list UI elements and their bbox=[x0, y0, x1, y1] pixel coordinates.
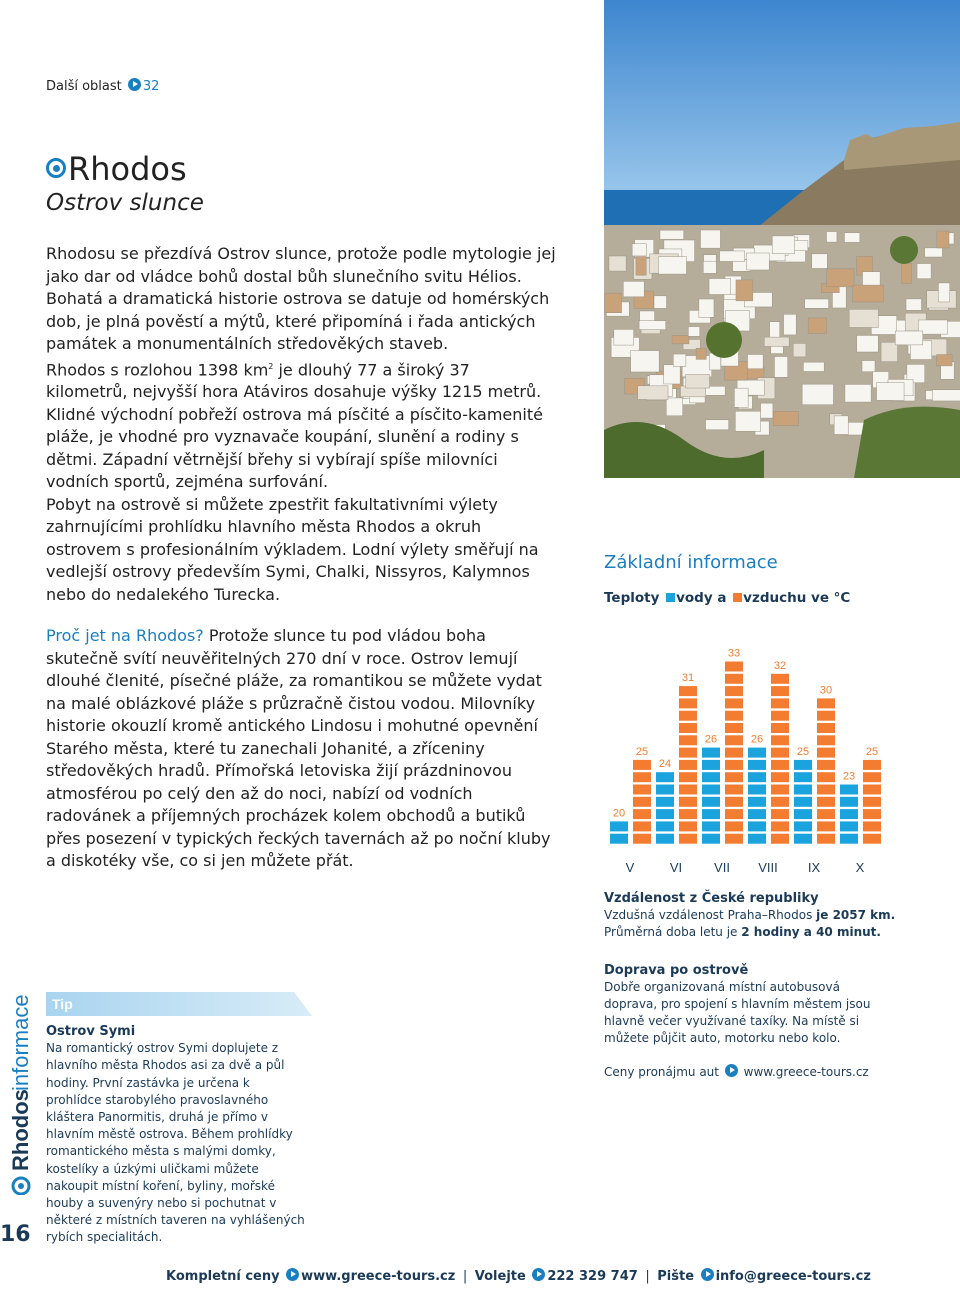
legend-water: vody a bbox=[676, 590, 727, 606]
intro-paragraph-1: Rhodosu se přezdívá Ostrov slunce, protože podle mytologie jej jako dar od vládce bohů dostal bůh slunečního svitu Hélios. Bohatá a dramatická historie ostrova se datuje od homérských dob, je plná pověstí a mýtů, které připomíná i řada antických památek a monumentálních středověkých staveb. bbox=[46, 244, 556, 353]
arrow-right-icon bbox=[701, 1268, 714, 1281]
bar-vzduchu-X bbox=[863, 760, 881, 844]
tip-header bbox=[46, 992, 312, 1016]
x-tick-VII: VII bbox=[714, 860, 730, 875]
intro-paragraph-2: Rhodos s rozlohou 1398 $km^2$ je dlouhý 77 a široký 37 kilometrů, nejvyšší hora Atáviros dosahuje výšky 1215 metrů. Klidné východní pobřeží ostrova má písčité a písčito-kamenité pláže, je vhodné pro vyznavače koupání, slunění a rodiny s dětmi. Západní větrnější břehy si vybírají spíše milovníci vodních sportů, zejména surfování. bbox=[46, 359, 543, 492]
distance-text: Vzdušná vzdálenost Praha–Rhodos bbox=[604, 908, 817, 922]
house-shape bbox=[699, 299, 714, 317]
bar-vody-V bbox=[610, 821, 628, 843]
x-tick-V: V bbox=[625, 860, 635, 875]
side-label-svg bbox=[8, 985, 34, 1195]
house-shape bbox=[639, 321, 666, 330]
bar-vzduchu-V bbox=[633, 760, 651, 844]
data-label-vzduchu-VIII: 32 bbox=[773, 659, 787, 672]
house-shape bbox=[774, 357, 787, 378]
house-shape bbox=[700, 230, 720, 248]
house-shape bbox=[881, 342, 897, 361]
footer-separator: | bbox=[645, 1269, 650, 1284]
house-shape bbox=[638, 386, 668, 400]
air-swatch-icon bbox=[733, 593, 742, 602]
bar-vody-IX bbox=[794, 760, 812, 844]
transport-text: Dobře organizovaná místní autobusová doprava, pro spojení s hlavním městem jsou hlavně večer využívané taxíky. Na místě si můžete půjčit auto, motorku nebo kolo. bbox=[604, 980, 871, 1045]
house-shape bbox=[658, 257, 686, 274]
page-subtitle: Ostrov slunce bbox=[46, 190, 204, 216]
house-shape bbox=[654, 296, 666, 309]
lindos-illustration bbox=[604, 0, 960, 478]
page-number: 16 bbox=[0, 1222, 31, 1247]
house-shape bbox=[672, 336, 689, 344]
x-tick-VI: VI bbox=[669, 860, 683, 875]
legend-temps: Teploty bbox=[604, 590, 660, 606]
house-shape bbox=[660, 230, 684, 239]
water-swatch-icon bbox=[666, 593, 675, 602]
data-label-vody-VIII: 26 bbox=[750, 733, 764, 746]
house-shape bbox=[805, 299, 829, 308]
footer-phone-link[interactable]: 222 329 747 bbox=[547, 1269, 638, 1284]
data-label-vzduchu-V: 25 bbox=[635, 745, 649, 758]
tip-title: Ostrov Symi bbox=[46, 1024, 136, 1039]
house-shape bbox=[932, 390, 960, 401]
bar-vzduchu-VI bbox=[679, 686, 697, 844]
footer-email-link[interactable]: info@greece-tours.cz bbox=[715, 1269, 871, 1284]
data-label-vzduchu-VI: 31 bbox=[681, 672, 695, 685]
house-shape bbox=[844, 233, 859, 243]
house-shape bbox=[803, 362, 824, 371]
distance-title: Vzdálenost z České republiky bbox=[604, 891, 819, 906]
data-label-vzduchu-VII: 33 bbox=[727, 647, 741, 660]
house-shape bbox=[938, 283, 949, 302]
house-shape bbox=[827, 232, 837, 243]
bar-vody-VIII bbox=[748, 748, 766, 844]
house-shape bbox=[793, 343, 806, 356]
bar-vzduchu-VIII bbox=[771, 674, 789, 844]
car-rent-link[interactable] bbox=[604, 1064, 874, 1081]
tip-header-bar bbox=[46, 992, 312, 1016]
house-shape bbox=[764, 337, 789, 346]
title-text: Rhodos bbox=[68, 150, 187, 188]
bar-vody-VII bbox=[702, 748, 720, 844]
footer-url-link[interactable]: www.greece-tours.cz bbox=[301, 1269, 456, 1284]
data-label-vody-IX: 25 bbox=[796, 745, 810, 758]
house-shape bbox=[808, 318, 826, 334]
temperature-legend bbox=[604, 590, 850, 606]
house-shape bbox=[735, 411, 760, 431]
house-shape bbox=[845, 384, 871, 402]
house-shape bbox=[673, 354, 686, 366]
next-area-link[interactable] bbox=[46, 78, 159, 94]
house-shape bbox=[720, 251, 745, 261]
transport-title: Doprava po ostrově bbox=[604, 963, 749, 978]
house-shape bbox=[925, 248, 943, 257]
distance-line-2 bbox=[604, 924, 934, 941]
flight-value: 2 hodiny a 40 minut. bbox=[741, 925, 881, 939]
house-shape bbox=[636, 257, 646, 275]
house-shape bbox=[812, 254, 828, 269]
flight-text: Průměrná doba letu je bbox=[604, 925, 742, 939]
x-tick-IX: IX bbox=[807, 860, 821, 875]
house-shape bbox=[834, 416, 848, 435]
arrow-right-icon bbox=[532, 1268, 545, 1281]
data-label-vody-VII: 26 bbox=[704, 733, 718, 746]
house-shape bbox=[895, 331, 923, 345]
house-shape bbox=[734, 388, 748, 407]
bar-vody-VI bbox=[656, 772, 674, 844]
house-shape bbox=[770, 322, 780, 339]
arrow-right-icon bbox=[128, 78, 141, 91]
temperature-chart-svg bbox=[604, 620, 960, 880]
bar-vzduchu-IX bbox=[817, 698, 835, 843]
side-section-label bbox=[8, 985, 34, 1195]
data-label-vzduchu-IX: 30 bbox=[819, 684, 833, 697]
area-text: Rhodos s rozlohou 1398 km bbox=[46, 359, 269, 379]
house-shape bbox=[761, 403, 773, 418]
house-shape bbox=[853, 285, 883, 302]
house-shape bbox=[857, 335, 879, 352]
house-shape bbox=[827, 269, 854, 287]
intro-paragraph-3: Pobyt na ostrově si můžete zpestřit fakultativními výlety zahrnujícími prohlídku hlavního města Rhodos a okruh ostrovem s profesionálním výkladem. Lodní výlety směřují na vedlejší ostrovy především Symi, Chalki, Nissyros, Kalymnos nebo do nedalekého Turecka. bbox=[46, 494, 539, 604]
x-tick-X: X bbox=[855, 860, 865, 875]
info-title: Základní informace bbox=[604, 552, 778, 573]
house-shape bbox=[901, 263, 911, 283]
temperature-chart bbox=[604, 620, 960, 880]
house-shape bbox=[709, 279, 730, 295]
house-shape bbox=[666, 398, 682, 416]
house-shape bbox=[746, 253, 769, 270]
house-shape bbox=[917, 264, 931, 279]
house-shape bbox=[937, 355, 952, 366]
footer-write-label: Pište bbox=[657, 1269, 695, 1284]
footer-separator: | bbox=[462, 1269, 468, 1284]
car-rent-label: Ceny pronájmu aut bbox=[604, 1065, 719, 1079]
lindos-photo bbox=[604, 0, 960, 478]
why-lead: Proč jet na Rhodos? bbox=[46, 626, 204, 645]
next-area-label: Další oblast bbox=[46, 79, 122, 94]
data-label-vody-X: 23 bbox=[842, 770, 856, 783]
intro-text bbox=[46, 243, 556, 606]
x-tick-VIII: VIII bbox=[758, 860, 778, 875]
house-shape bbox=[623, 281, 644, 296]
house-shape bbox=[862, 361, 875, 372]
distance-line-1 bbox=[604, 907, 934, 924]
house-shape bbox=[696, 348, 706, 359]
data-label-vody-V: 20 bbox=[612, 807, 626, 820]
tip-text: Na romantický ostrov Symi doplujete z hlavního města Rhodos asi za dvě a půl hodiny. První zastávka je určena k prohlídce starobylého pravoslavného kláštera Panormitis, druhá je přímo v hlavním městě ostrova. Během prohlídky romantického města s malými domky, kostelíky a úzkými uličkami můžete nakoupit místní koření, byliny, mořské houby a suvenýry nebo si pochutnat v některé z místních taveren na vyhlášených rybích specialitách. bbox=[46, 1041, 305, 1245]
house-shape bbox=[802, 384, 833, 405]
house-shape bbox=[631, 351, 659, 372]
house-shape bbox=[906, 299, 921, 310]
house-shape bbox=[748, 354, 764, 368]
house-shape bbox=[706, 420, 729, 430]
footer-call-label: Volejte bbox=[474, 1269, 526, 1284]
distance-value: je 2057 km. bbox=[816, 908, 896, 922]
house-shape bbox=[774, 411, 799, 425]
why-text bbox=[46, 625, 556, 873]
area-text-rest: je dlouhý 77 a široký 37 kilometrů, nejvyšší hora Atáviros dosahuje výšky 1215 metrů. Klidné východní pobřeží ostrova má písčité a písčito-kamenité pláže, je vhodné pro vyznavače koupání, slunění a rodiny s dětmi. Západní větrnější břehy si vybírají spíše milovníci vodních sportů, zejména surfování. bbox=[46, 359, 543, 492]
next-area-page: 32 bbox=[142, 79, 160, 94]
footer-prices-label: Kompletní ceny bbox=[166, 1269, 280, 1284]
house-shape bbox=[877, 383, 905, 401]
house-shape bbox=[937, 231, 949, 248]
car-rent-url: www.greece-tours.cz bbox=[743, 1065, 869, 1079]
house-shape bbox=[632, 244, 646, 256]
house-shape bbox=[605, 293, 622, 313]
data-label-vody-VI: 24 bbox=[658, 758, 672, 771]
house-shape bbox=[688, 327, 699, 337]
house-shape bbox=[614, 329, 634, 345]
why-body: Protože slunce tu pod vládou boha skutečně svítí neuvěřitelných 270 dní v roce. Ostrov lemují dlouhé členité, písečné pláže, za romantikou se můžete vydat na malé oblázkové pláže s průzračně čistou vodou. Milovníky historie okouzlí kromě antického Lindosu i mohutné opevnění Starého města, které tu zanechali Johanité, a zříceniny středověkých hradů. Přímořská letoviska žijí prázdninovou atmosférou po celý den až do noci, nabízí od vodních radovánek a příjemných procházek kolem obchodů a butiků přes posezení v typických řeckých tavernách až po noční kluby a diskotéky vše, co si jen můžete přát. bbox=[46, 626, 551, 870]
footer-contacts bbox=[166, 1268, 871, 1284]
page-title bbox=[46, 150, 187, 188]
side-word-1: Rhodos bbox=[8, 1089, 33, 1171]
target-icon bbox=[46, 158, 66, 178]
distance-section bbox=[604, 890, 934, 941]
house-shape bbox=[686, 374, 710, 388]
house-shape bbox=[736, 280, 753, 301]
house-shape bbox=[784, 314, 797, 335]
legend-air: vzduchu ve °C bbox=[743, 590, 851, 606]
data-label-vzduchu-X: 25 bbox=[865, 745, 879, 758]
house-shape bbox=[664, 365, 681, 384]
tip-body bbox=[46, 1023, 308, 1247]
house-shape bbox=[703, 261, 716, 273]
house-shape bbox=[772, 236, 794, 254]
bar-vzduchu-VII bbox=[725, 662, 743, 844]
tip-label: Tip bbox=[52, 996, 73, 1012]
arrow-right-icon bbox=[286, 1268, 299, 1281]
transport-section bbox=[604, 962, 874, 1081]
bar-vody-X bbox=[840, 785, 858, 844]
house-shape bbox=[849, 309, 878, 327]
arrow-right-icon bbox=[725, 1064, 738, 1077]
house-shape bbox=[609, 256, 626, 271]
side-word-2: informace bbox=[8, 994, 33, 1091]
